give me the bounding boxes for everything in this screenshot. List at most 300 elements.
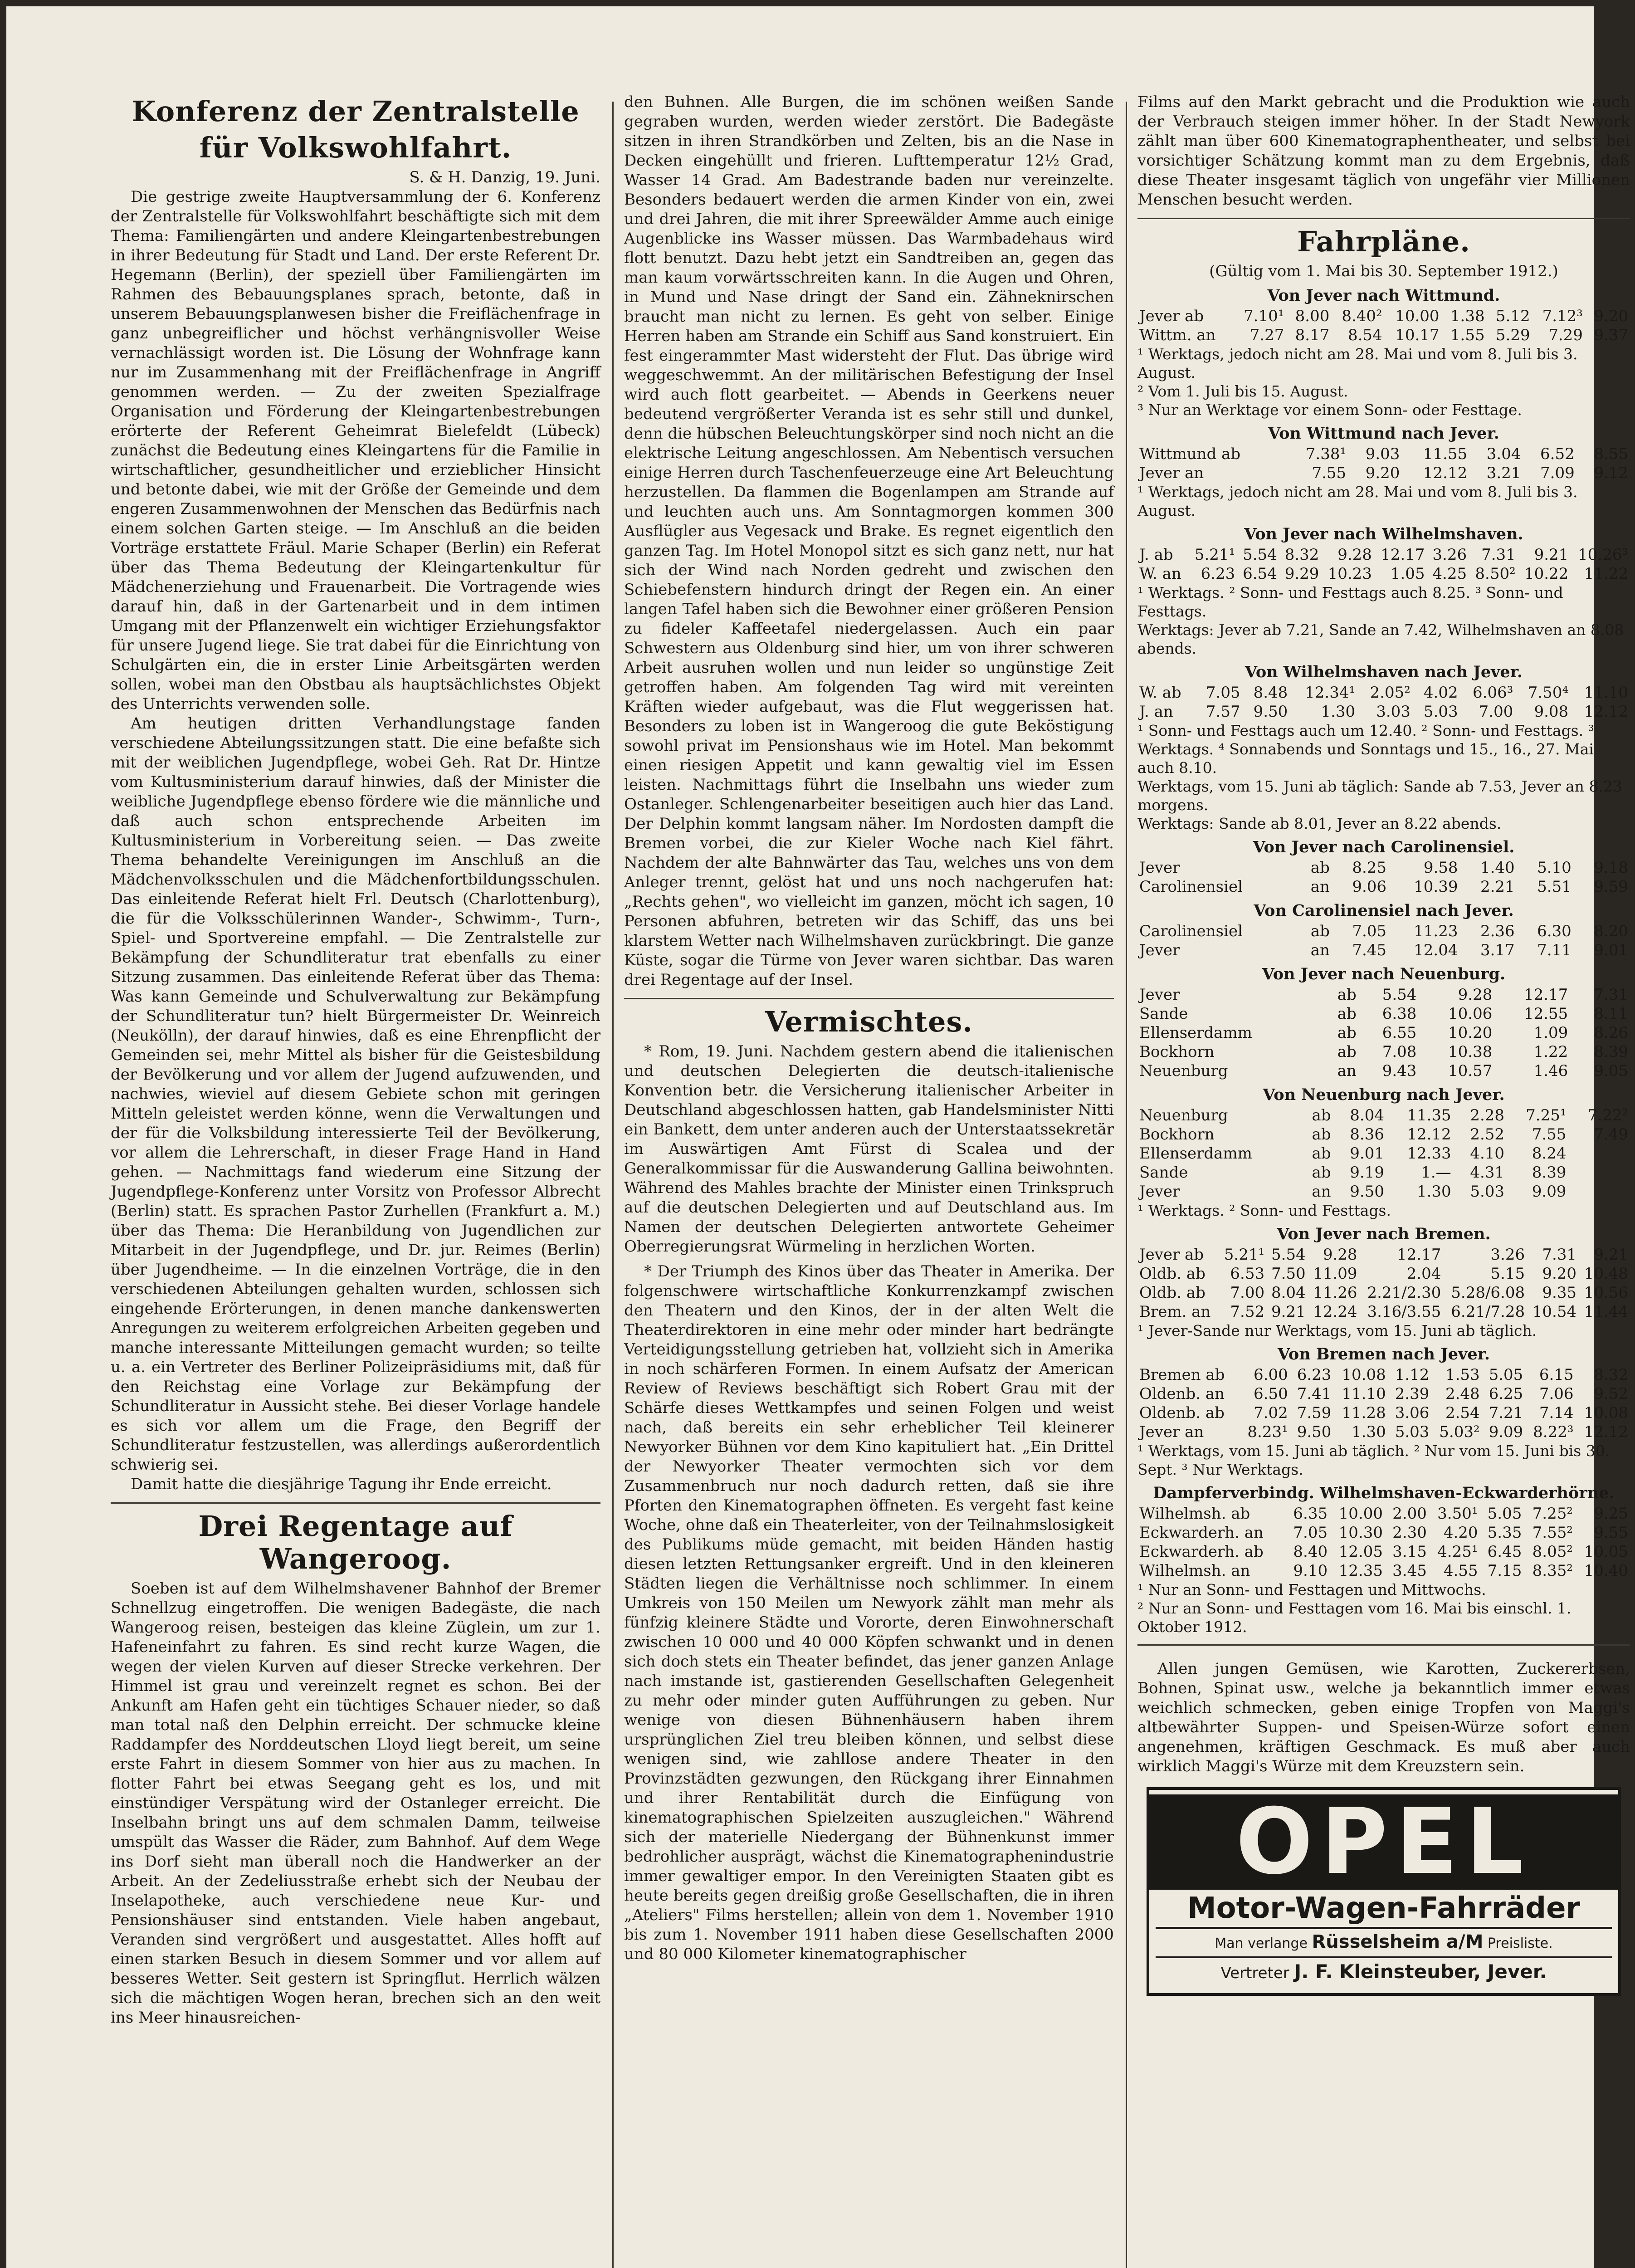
timetable-cell: 4.25¹ [1437,1543,1478,1561]
timetable-cell: 11.09 [1313,1265,1357,1283]
timetable-cell: 5.54 [1271,1246,1306,1264]
timetable-cell: ab [1337,986,1357,1004]
timetable-cell: 12.17 [1397,1246,1441,1264]
timetable-cell: an [1310,878,1330,896]
timetable-cell: 8.35² [1532,1562,1573,1580]
timetable-cell: ab [1337,1024,1357,1042]
timetable-cell: Carolinensiel [1139,878,1243,896]
timetable-cell: 2.36 [1480,922,1515,940]
timetable [1137,683,1630,721]
timetable-cell: 12.12 [1584,703,1628,721]
timetable-cell: 7.55 [1532,1125,1567,1144]
timetable-cell: ab [1312,1163,1331,1182]
timetable-cell: 1.05 [1390,565,1425,583]
timetable-cell: 10.54 [1532,1303,1577,1321]
timetable-row [1137,1023,1630,1042]
article-title-konferenz-line1: Konferenz der Zentralstelle [132,95,580,128]
timetable-row [1137,1061,1630,1080]
timetable-cell: 3.03 [1376,703,1410,721]
timetable-cell: 9.20 [1594,307,1628,325]
timetable-cell: 8.17 [1295,326,1330,344]
timetable-cell: Jever [1139,1183,1180,1201]
timetable-cell: 12.04 [1414,941,1458,959]
timetable-cell: 8.23¹ [1247,1423,1288,1441]
timetable-cell: ab [1312,1125,1331,1144]
timetable-cell: 12.33 [1407,1144,1451,1163]
timetable-cell: 8.24 [1532,1144,1567,1163]
timetable-cell: 4.20 [1443,1524,1478,1542]
timetable-row [1137,1504,1630,1523]
timetable-cell: 2.21 [1480,878,1515,896]
timetable-cell: 1.— [1421,1163,1451,1182]
timetable-cell: 7.50 [1271,1265,1306,1283]
opel-representative [1156,1958,1612,1987]
article-separator [1137,218,1630,219]
timetable-cell: 12.12 [1407,1125,1451,1144]
timetable-cell: 9.12 [1594,464,1628,482]
timetable-row [1137,1561,1630,1580]
timetable-cell: 10.17 [1395,326,1440,344]
timetable-row [1137,985,1630,1004]
timetable-cell: 9.29 [1284,565,1319,583]
timetable-row [1137,464,1630,483]
timetable-cell: 9.01 [1350,1144,1384,1163]
timetable-title: Von Jever nach Wittmund. [1267,286,1500,305]
timetable-cell: 6.25 [1489,1385,1523,1403]
timetable-cell: 11.23 [1414,922,1458,940]
article-paragraph: Am heutigen dritten Verhandlungstage fanden verschiedene Abteilungssitzungen statt. Die eine befaßte sich mit der weiblichen Jugendpflege, wobei Geh. Rat Dr. Hintze vom Kultusministerium darauf hinwies, daß der Minister die weibliche Jugendpflege ebenso fördere wie die männliche und daß auch schon entsprechende Arbeiten im Kultusministerium in Vorbereitung seien. — Das zweite Thema behandelte Vereinigungen im Anschluß an die Mädchenvolksschulen und die Mädchenfortbildungsschulen. Das einleitende Referat hielt Frl. Deutsch (Charlottenburg), die für die Volksschülerinnen Wander-, Schwimm-, Turn-, Spiel- und Sportvereine empfahl. — Die Zentralstelle zur Bekämpfung der Schundliteratur trat ebenfalls zu einer Sitzung zusammen. Das einleitende Referat über das Thema: Was kann Gemeinde und Schulverwaltung zur Bekämpfung der Schundliteratur tun? hielt Bürgermeister Dr. Weinreich (Neukölln), der darauf hinwies, daß es eine Ehrenpflicht der Gemeinden sei, mehr Mittel als bisher für die Geistesbildung der Bevölkerung und vor allem der Jugend aufzuwenden, und nachwies, wieviel auf diesem Gebiete schon mit geringen Mitteln geleistet werden könne, wenn die Verwaltungen und der für die Volksbildung interessierte Teil der Bevölkerung, vor allem die Lehrerschaft, in dieser Frage Hand in Hand gehen. — Nachmittags fand wiederum eine Sitzung der Jugendpflege-Konferenz unter Vorsitz von Professor Albrecht (Berlin) statt. Es sprachen Pastor Zurhellen (Frankfurt a. M.) über das Thema: Die Heranbildung von Jugendlichen zur Mitarbeit in der Jugendpflege, und Dr. jur. Reimes (Berlin) über Jugendheime. — In die einzelnen Vorträge, die in den verschiedenen Abteilungen gehalten wurden, schlossen sich eingehende Erörterungen, in denen manche dankenswerten Anregungen zu weiterem erfolgreichen Arbeiten gegeben und manche interessante Mitteilungen gemacht wurden; so teilte u. a. ein Vertreter des Berliner Polizeipräsidiums mit, daß für den Reichstag eine Vorlage zur Bekämpfung der Schundliteratur in Aussicht stehe. Bei dieser Vorlage handele es sich vor allem um die Frage, den Begriff der Schundliteratur festzustellen, was allerdings außerordentlich schwierig sei. [111,714,600,1474]
timetable-cell: 8.39 [1532,1163,1567,1182]
timetable-row [1137,1004,1630,1023]
timetable-cell: 9.35 [1542,1284,1577,1302]
timetable-cell: Ellenserdamm [1139,1144,1252,1163]
timetable-cell: 7.31 [1481,546,1516,564]
timetable-cell: 10.08 [1584,1404,1628,1422]
timetable-cell: 3.06 [1395,1404,1430,1422]
timetable-cell: Bremen ab [1139,1366,1225,1384]
timetable-cell: 7.08 [1382,1043,1417,1061]
column-2 [624,93,1114,2268]
timetable-cell: Oldenb. an [1139,1385,1225,1403]
timetable-cell: 10.08 [1342,1366,1386,1384]
article-paragraph: Soeben ist auf dem Wilhelmshavener Bahnhof der Bremer Schnellzug eingetroffen. Die wenigen Badegäste, die nach Wangeroog reisen, besteigen das kleine Züglein, um zur 1. Hafeneinfahrt zu fahren. Es sind recht kurze Wagen, die wegen der vielen Kurven auf dieser Strecke verkehren. Der Himmel ist grau und vereinzelt regnet es schon. Bei der Ankunft am Hafen geht ein tüchtiges Schauer nieder, so daß man total naß den Delphin erreicht. Der schmucke kleine Raddampfer des Norddeutschen Lloyd liegt bereit, um seine erste Fahrt in diesem Sommer von hier aus zu machen. In flotter Fahrt bei etwas Seegang geht es los, und mit einstündiger Verspätung wird der Ostanleger erreicht. Die Inselbahn bringt uns auf dem schmalen Damm, teilweise umspült das Wasser die Räder, zum Bahnhof. Auf dem Wege ins Dorf sieht man überall noch die Handwerker an der Arbeit. An der Zedeliusstraße erhebt sich der Neubau der Inselapotheke, auch verschiedene neue Kur- und Pensionshäuser sind entstanden. Viele haben angebaut, Veranden sind vergrößert und ausgestattet. Alles hofft auf einen starken Besuch in diesem Sommer und vor allem auf besseres Wetter. Seit gestern ist Springflut. Herrlich wälzen sich die mächtigen Wogen heran, brechen sich an den weit ins Meer hinausreichen- [111,1579,600,2027]
timetable-cell: 10.56 [1584,1284,1628,1302]
timetable-cell: Neuenburg [1139,1062,1228,1080]
timetable-cell: 6.00 [1254,1366,1288,1384]
timetable-cell: 7.14 [1539,1404,1574,1422]
timetable-row [1137,564,1630,583]
timetable-cell: 7.29 [1548,326,1583,344]
timetable-cell: Wilhelmsh. an [1139,1562,1250,1580]
timetable-cell: Jever ab [1139,307,1204,325]
timetable-cell: 10.06 [1448,1005,1493,1023]
timetable-cell: 5.28/6.08 [1451,1284,1525,1302]
column-rule-2 [1126,102,1127,2268]
timetable [1137,445,1630,483]
timetable-cell: 8.32 [1594,1366,1628,1384]
timetable-row [1137,858,1630,877]
timetable-cell: 7.12³ [1542,307,1583,325]
timetable-cell: 7.25² [1532,1505,1573,1523]
timetable [1137,545,1630,583]
timetable-cell: 8.40 [1293,1543,1328,1561]
timetable-cell: 7.55² [1532,1524,1573,1542]
news-item-kino: * Der Triumph des Kinos über das Theater in Amerika. Der folgenschwere wirtschaftliche Konkurrenzkampf zwischen den Theatern und den Kinos, der in der alten Welt die Theaterdirektoren in eine mehr oder minder hart bedrängte Verteidigungsstellung getrieben hat, vollzieht sich in Amerika in noch schärferen Formen. In einem Aufsatz der American Review of Reviews beschäftigt sich Robert Grau mit der Schärfe dieses Wettkampfes und seinen Folgen und weist nach, daß bereits ein sehr erheblicher Teil kleinerer Newyorker Bühnen vor dem Kino kapituliert hat. „Ein Drittel der Newyorker Theater vermochten sich vor dem Zusammenbruch nur noch dadurch retten, daß sie ihre Pforten den Kinematographen öffneten. Es vergeht fast keine Woche, ohne daß ein Theaterleiter, von der Teilnahmslosigkeit des Publikums müde gemacht, mit beiden Händen hastig diesen letzten Rettungsanker ergreift. Und in den kleineren Städten liegen die Verhältnisse noch schlimmer. In einem Umkreis von 150 Meilen um Newyork zählt man mehr als fünfzig kleinere Städte und Vororte, deren Einwohnerschaft zwischen 10 000 und 40 000 Köpfen schwankt und in denen sich doch stets ein Theater befindet, das jener ganzen Anlage nach imstande ist, gastierenden Gesellschaften Gelegenheit zu mehr oder minder guten Aufführungen zu geben. Nur wenige von diesen Bühnenhäusern haben ihrem ursprünglichen Ziel treu bleiben können, und selbst diese wenigen sind, wie zahllose andere Theater in den Provinzstädten gezwungen, den Rückgang ihrer Einnahmen und ihrer Rentabilität durch die Einfügung von kinematographischen Spielzeiten auszugleichen." Während sich der materielle Niedergang der Bühnenkunst immer bedrohlicher ausprägt, wächst die Kinematographenindustrie immer gewaltiger empor. In den Vereinigten Staaten gibt es heute bereits gegen dreißig große Gesellschaften, die in ihren „Ateliers" Films herstellen; allein von dem 1. November 1910 bis zum 1. November 1911 haben diese Gesellschaften 2000 und 80 000 Kilometer kinematographischer [624,1262,1114,1963]
timetable-cell: 7.11 [1537,941,1572,959]
timetable-cell: 8.50² [1475,565,1516,583]
article-separator [111,1502,600,1504]
timetable-cell: 10.39 [1414,878,1458,896]
timetable-cell: an [1310,941,1330,959]
timetable-cell: 6.50 [1254,1385,1288,1403]
timetable-row [1137,1283,1630,1302]
timetable-cell: ab [1312,1106,1331,1124]
opel-city: Rüsselsheim a/M [1312,1931,1484,1952]
timetable-cell: 5.03 [1423,703,1458,721]
timetable [1137,1245,1630,1321]
timetable-cell: 12.34¹ [1305,684,1356,702]
timetable-cell: 10.57 [1448,1062,1493,1080]
timetable-cell: 9.43 [1382,1062,1417,1080]
timetable-cell: 5.51 [1537,878,1572,896]
timetable-cell: 4.25 [1432,565,1467,583]
timetable-cell: 7.25¹ [1526,1106,1567,1124]
timetable-note: ¹ Jever-Sande nur Werktags, vom 15. Juni ab täglich. [1137,1322,1537,1339]
timetable-cell: Sande [1139,1163,1188,1182]
timetable [1137,307,1630,345]
timetable-title: Dampferverbindg. Wilhelmshaven-Eckwarderhörne. [1153,1484,1615,1502]
timetable-cell: 5.03 [1470,1183,1505,1201]
timetable-note: ³ Nur an Werktage vor einem Sonn- oder Festtage. [1137,401,1522,419]
maggi-advertisement [1137,1659,1630,1776]
timetable-cell: 6.53 [1230,1265,1265,1283]
timetable-cell: 7.31 [1542,1246,1577,1264]
timetable-cell: 7.06 [1539,1385,1574,1403]
timetable-cell: 9.05 [1594,1062,1628,1080]
timetable-cell: 9.19 [1350,1163,1384,1182]
timetable [1137,1365,1630,1442]
timetables [1137,286,1630,1636]
timetable-cell: 2.54 [1445,1404,1480,1422]
timetable-cell: Wittm. an [1139,326,1216,344]
timetable-row [1137,1125,1630,1144]
timetable-cell: 3.26 [1490,1246,1525,1264]
timetable-cell: 9.09 [1532,1183,1567,1201]
timetable-cell: 12.05 [1338,1543,1383,1561]
timetable-cell: 10.23 [1328,565,1372,583]
section-title-fahrplaene: Fahrpläne. [1297,225,1470,258]
timetable-row [1137,877,1630,896]
timetable-cell: 11.10 [1342,1385,1386,1403]
column-rule-1 [612,102,614,2268]
timetable-cell: 2.39 [1395,1385,1430,1403]
timetable-note: ¹ Sonn- und Festtags auch um 12.40. ² Sonn- und Festtags. ³ Werktags. ⁴ Sonnabends und Sonntags und 15., 16., 27. Mai auch 8.10. [1137,722,1594,777]
timetable-cell: 5.54 [1243,546,1277,564]
timetable-cell: 10.22 [1524,565,1569,583]
timetable-cell: 10.40 [1584,1562,1628,1580]
timetable-cell: 7.05 [1293,1524,1328,1542]
timetable-cell: J. an [1139,703,1173,721]
timetable [1137,858,1630,896]
timetable-cell: 11.28 [1342,1404,1386,1422]
timetable-cell: 7.10¹ [1244,307,1284,325]
timetable [1137,1504,1630,1580]
timetable-row [1137,1542,1630,1561]
article-paragraph: Films auf den Markt gebracht und die Produktion wie auch der Verbrauch steigen immer höher. In der Stadt Newyork zählt man über 600 Kinematographentheater, und selbst bei vorsichtiger Schätzung kommt man zu dem Ergebnis, daß diese Theater insgesamt täglich von ungefähr vier Millionen Menschen besucht werden. [1137,93,1630,209]
timetable-cell: 6.54 [1243,565,1277,583]
timetable-cell: 7.22² [1587,1106,1628,1124]
timetable-cell: 11.35 [1407,1106,1451,1124]
timetable-cell: 5.54 [1382,986,1417,1004]
timetable-cell: 2.28 [1470,1106,1505,1124]
timetable-cell: 1.53 [1445,1366,1480,1384]
timetable-cell: 9.52 [1594,1385,1628,1403]
timetable-cell: 8.55 [1594,445,1628,463]
timetable-cell: 7.45 [1352,941,1387,959]
timetable-cell: 9.20 [1365,464,1400,482]
timetable-cell: Oldb. ab [1139,1284,1206,1302]
timetable-row [1137,1422,1630,1442]
timetable-cell: 8.39 [1594,1043,1628,1061]
maggi-ad-text: Allen jungen Gemüsen, wie Karotten, Zuckererbsen, Bohnen, Spinat usw., welche ja bekanntlich immer etwas weichlich schmecken, geben einige Tropfen von Maggi's altbewährter Suppen- und Speisen-Würze sofort einen angenehmen, kräftigen Geschmack. Es muß aber auch wirklich Maggi's Würze mit dem Kreuzstern sein. [1137,1660,1630,1775]
timetable-cell: 9.18 [1594,859,1628,877]
timetable [1137,1106,1630,1201]
timetable-row [1137,1144,1630,1163]
timetable-cell: 9.25 [1594,1505,1628,1523]
timetable-cell: 7.05 [1206,684,1240,702]
timetable-cell: Sande [1139,1005,1188,1023]
timetable-cell: 1.38 [1450,307,1485,325]
timetable-cell: Wittmund ab [1139,445,1241,463]
timetable-cell: 9.58 [1423,859,1458,877]
timetable-cell: Wilhelmsh. ab [1139,1505,1250,1523]
timetable-row [1137,445,1630,464]
timetable-cell: 3.15 [1392,1543,1427,1561]
timetable-cell: Jever ab [1139,1246,1204,1264]
timetable-cell: ab [1310,922,1330,940]
timetable-cell: 9.21 [1534,546,1569,564]
timetable-note: ¹ Werktags. ² Sonn- und Festtags. [1137,1202,1391,1219]
timetable-cell: 7.41 [1297,1385,1332,1403]
timetable-cell: 2.48 [1445,1385,1480,1403]
timetable-cell: 9.06 [1352,878,1387,896]
timetable-title: Von Jever nach Carolinensiel. [1253,838,1515,856]
timetable-cell: 6.15 [1539,1366,1574,1384]
timetable-cell: 5.21¹ [1224,1246,1265,1264]
timetable-cell: 7.52 [1230,1303,1265,1321]
timetable-cell: 7.50⁴ [1528,684,1569,702]
article-separator [624,998,1114,999]
timetable-note: ² Vom 1. Juli bis 15. August. [1137,382,1348,400]
timetable-cell: Neuenburg [1139,1106,1228,1124]
timetable-cell: Carolinensiel [1139,922,1243,940]
timetable-row [1137,702,1630,721]
timetable-cell: 5.10 [1537,859,1572,877]
timetable-cell: 10.48 [1584,1265,1628,1283]
timetable-note: ¹ Werktags, jedoch nicht am 28. Mai und vom 8. Juli bis 3. August. [1137,483,1578,519]
timetable-cell: Ellenserdamm [1139,1024,1252,1042]
timetable-cell: 7.49 [1594,1125,1628,1144]
timetable-row [1137,1302,1630,1321]
timetable-cell: ab [1312,1144,1331,1163]
timetable-cell: 5.05 [1489,1366,1523,1384]
timetable-row [1137,545,1630,564]
timetable-row [1137,1106,1630,1125]
timetable-note: Werktags: Jever ab 7.21, Sande an 7.42, Wilhelmshaven an 8.08 abends. [1137,621,1624,657]
timetable-cell: 8.26 [1594,1024,1628,1042]
timetable-cell: 5.15 [1490,1265,1525,1283]
timetable-cell: 8.22³ [1533,1423,1574,1441]
timetable-note: ¹ Werktags, jedoch nicht am 28. Mai und vom 8. Juli bis 3. August. [1137,345,1578,381]
timetable-note: ¹ Werktags. ² Sonn- und Festtags auch 8.25. ³ Sonn- und Festtags. [1137,584,1563,620]
timetable-cell: 9.21 [1271,1303,1306,1321]
timetable-cell: ab [1337,1005,1357,1023]
timetable-cell: 7.27 [1249,326,1284,344]
timetable-cell: 11.10 [1584,684,1628,702]
timetable-cell: 5.35 [1487,1524,1522,1542]
timetable-cell: 9.55 [1594,1524,1628,1542]
timetable-cell: ab [1310,859,1330,877]
timetable-row [1137,1523,1630,1542]
timetable-cell: 11.26 [1313,1284,1357,1302]
timetable-cell: 9.50 [1253,703,1288,721]
timetable-row [1137,1182,1630,1201]
timetable-cell: 2.30 [1392,1524,1427,1542]
timetable-note: ¹ Werktags, vom 15. Juni ab täglich. ² Nur vom 15. Juni bis 30. Sept. ³ Nur Werktags. [1137,1442,1610,1478]
opel-request: Man verlange [1215,1936,1308,1951]
timetable-cell: 4.02 [1423,684,1458,702]
timetable-title: Von Wilhelmshaven nach Jever. [1245,663,1523,681]
timetable-cell: Brem. an [1139,1303,1211,1321]
timetable-cell: 8.36 [1350,1125,1384,1144]
opel-product-line: Motor-Wagen-Fahrräder [1156,1890,1612,1929]
article-separator [1137,1644,1630,1646]
timetable-cell: 2.04 [1406,1265,1441,1283]
timetable-title: Von Jever nach Neuenburg. [1262,965,1506,983]
timetable-cell: 7.05 [1352,922,1387,940]
timetable-cell: Bockhorn [1139,1043,1215,1061]
article-paragraph: Die gestrige zweite Hauptversammlung der 6. Konferenz der Zentralstelle für Volkswohlfahrt beschäftigte sich mit dem Thema: Familiengärten und andere Kleingartenbestrebungen in ihrer Bedeutung für Stadt und Land. Der erste Referent Dr. Hegemann (Berlin), der speziell über Familiengärten im Rahmen des Bebauungsplanes sprach, betonte, daß in unserem Bebauungsplanwesen bisher die Freiflächenfrage in ganz unbegreiflicher und höchst verhängnisvoller Weise vernachlässigt worden ist. Die Lösung der Wohnfrage kann nur im Zusammenhang mit der Freiflächenfrage in Angriff genommen werden. — Zu der zweiten Spezialfrage Organisation und Förderung der Kleingartenbestrebungen erörterte der Referent Geheimrat Bielefeldt (Lübeck) zunächst die Bedeutung eines Kleingartens für die Familie in wirtschaftlicher, gesundheitlicher und erzieblicher Hinsicht und betonte dabei, wie mit der Größe der Gemeinde und dem engeren Zusammenwohnen der Menschen das Bedürfnis nach einem solchen Garten steige. — Im Anschluß an die beiden Vorträge erstattete Fräul. Marie Schaper (Berlin) ein Referat über das Thema Bedeutung der Kleingartenkultur für Mädchenerziehung und Frauenarbeit. Die Vortragende wies darauf hin, daß in der Gartenarbeit und in dem intimen Umgang mit der Pflanzenwelt ein wichtiger Erziehungsfaktor für unsere Jugend liege. Sie trat dabei für die Einrichtung von Schulgärten ein, die in erster Linie Arbeitsgärten werden sollen, wobei man den Obstbau als hauptsächlichstes Objekt des Unterrichts verwenden solle. [111,188,600,713]
timetable-cell: 1.09 [1533,1024,1568,1042]
timetable-cell: 3.16/3.55 [1367,1303,1441,1321]
timetable-row [1137,1384,1630,1403]
news-item-rom: * Rom, 19. Juni. Nachdem gestern abend die italienischen und deutschen Delegierten die deutsch-italienische Konvention betr. die Versicherung italienischer Arbeiter in Deutschland abgeschlossen hatten, gab Handelsminister Nitti ein Bankett, dem unter anderen auch der Unterstaatssekretär im Auswärtigen Amt Fürst di Scalea und der Generalkommissar für die Auswanderung Gallina beiwohnten. Während des Mahles brachte der Minister einen Trinkspruch auf die deutschen Delegierten und auf Deutschland aus. Im Namen der deutschen Delegierten antwortete Geheimer Oberregierungsrat Würmeling in herzlichen Worten. [624,1042,1114,1256]
timetable-cell: 9.50 [1350,1183,1384,1201]
timetable-row [1137,326,1630,345]
timetable-cell: 8.40² [1342,307,1382,325]
timetable-cell: 11.22 [1584,565,1628,583]
timetable-note: ¹ Nur an Sonn- und Festtagen und Mittwochs. [1137,1581,1486,1598]
timetable-cell: 9.28 [1337,546,1372,564]
timetable-row [1137,1163,1630,1182]
timetable-cell: 8.00 [1295,307,1330,325]
timetable-cell: 9.10 [1293,1562,1328,1580]
timetable-row [1137,1042,1630,1061]
timetable-cell: 8.05² [1532,1543,1573,1561]
timetable-cell: 1.12 [1395,1366,1430,1384]
timetable-cell: 6.38 [1382,1005,1417,1023]
timetable-cell: 7.21 [1489,1404,1523,1422]
timetable-cell: 1.30 [1321,703,1356,721]
timetable-cell: 12.17 [1523,986,1568,1004]
timetable-row [1137,683,1630,702]
timetable [1137,922,1630,960]
timetable-cell: 4.31 [1470,1163,1505,1182]
timetable-cell: 10.00 [1395,307,1440,325]
timetable-cell: Eckwarderh. ab [1139,1543,1264,1561]
timetable-cell: 5.03² [1439,1423,1480,1441]
timetable-cell [1568,1163,1630,1182]
timetable-cell: 3.21 [1486,464,1521,482]
timetable-row [1137,1245,1630,1264]
timetable-cell: ab [1337,1043,1357,1061]
timetable-cell: 3.45 [1392,1562,1427,1580]
timetable-cell: 9.37 [1594,326,1628,344]
timetable-cell: 7.59 [1297,1404,1332,1422]
timetable-cell [1568,1144,1630,1163]
timetable-cell: 6.06³ [1473,684,1513,702]
timetable-cell: an [1312,1183,1331,1201]
timetable-cell: 3.26 [1432,546,1467,564]
timetable-cell: 9.21 [1594,1246,1628,1264]
column-1 [111,93,600,2268]
timetable-cell: 12.55 [1523,1005,1568,1023]
timetable-title: Von Carolinensiel nach Jever. [1254,901,1514,920]
timetable-cell: Jever [1139,986,1180,1004]
timetable-cell: J. ab [1139,546,1173,564]
timetable-cell: 1.30 [1416,1183,1451,1201]
timetable-row [1137,307,1630,326]
timetable-cell: 9.09 [1489,1423,1523,1441]
timetable-cell: 9.28 [1458,986,1493,1004]
timetable-cell: 6.21/7.28 [1451,1303,1525,1321]
timetable-note: Werktags, vom 15. Juni ab täglich: Sande ab 7.53, Jever an 8.23 morgens. [1137,777,1622,814]
timetable-cell: 1.40 [1480,859,1515,877]
timetable-note: ² Nur an Sonn- und Festtagen vom 16. Mai bis einschl. 1. Oktober 1912. [1137,1599,1572,1636]
timetable-cell: 5.03 [1395,1423,1430,1441]
timetable-cell: 11.44 [1584,1303,1628,1321]
timetable-cell: 12.24 [1313,1303,1357,1321]
timetable-cell: 5.12 [1495,307,1530,325]
article-paragraph: Damit hatte die diesjährige Tagung ihr Ende erreicht. [131,1475,552,1493]
timetable-cell: 10.05 [1584,1543,1628,1561]
timetable-cell: 10.20 [1448,1024,1493,1042]
timetable-cell: 7.38¹ [1305,445,1347,463]
timetable-row [1137,1365,1630,1384]
timetable-cell: 12.35 [1338,1562,1383,1580]
section-title-vermischtes: Vermischtes. [765,1005,973,1038]
timetable-cell: 8.32 [1284,546,1319,564]
timetable-cell: an [1337,1062,1357,1080]
timetable-cell: 7.00 [1479,703,1513,721]
timetable-cell: 10.00 [1338,1505,1383,1523]
timetable-cell: 6.30 [1537,922,1572,940]
timetable-cell: W. an [1139,565,1181,583]
timetable-cell: 6.23 [1297,1366,1332,1384]
timetable-cell [1568,1182,1630,1201]
timetable-cell: 10.30 [1338,1524,1383,1542]
timetable-cell: Oldenb. ab [1139,1404,1225,1422]
timetable-cell: 7.15 [1487,1562,1522,1580]
timetable-cell: 12.12 [1584,1423,1628,1441]
timetable-cell: 2.00 [1392,1505,1427,1523]
opel-logo: OPEL [1149,1794,1618,1890]
timetable-cell: Oldb. ab [1139,1265,1206,1283]
opel-price-list-row [1156,1929,1612,1958]
timetable-cell: 7.00 [1230,1284,1265,1302]
timetable-cell: 6.35 [1293,1505,1328,1523]
article-title-wangeroog: Drei Regentage auf Wangeroog. [198,1510,513,1575]
